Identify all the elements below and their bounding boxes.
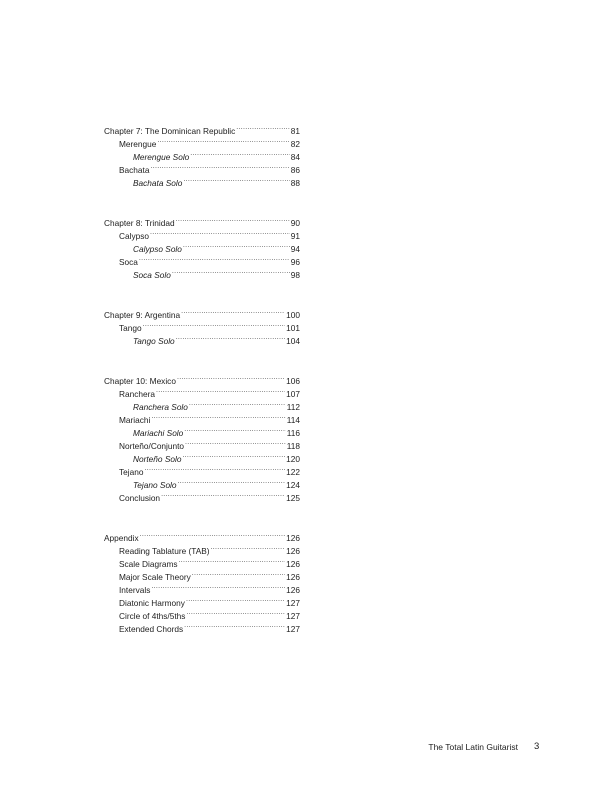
toc-entry-label: Merengue Solo [133, 152, 190, 162]
toc-dot-leader [181, 305, 285, 318]
toc-entry-label: Tango [119, 323, 142, 333]
toc-entry-label: Intervals [119, 585, 151, 595]
toc-entry-page: 127 [286, 624, 300, 634]
toc-entry-page: 106 [286, 376, 300, 386]
toc-entry-label: Norteño/Conjunto [119, 441, 185, 451]
toc-dot-leader [176, 213, 290, 226]
toc-dot-leader [185, 436, 286, 449]
toc-group [104, 528, 300, 632]
page-footer [0, 740, 612, 754]
toc-dot-leader [161, 488, 285, 501]
toc-group [104, 121, 300, 186]
toc-dot-leader [144, 462, 285, 475]
toc-chapter-entry [104, 213, 300, 226]
toc-dot-leader [156, 384, 285, 397]
toc-dot-leader [182, 449, 285, 462]
toc-entry-page: 120 [286, 454, 300, 464]
footer-book-title: The Total Latin Guitarist [428, 742, 518, 752]
toc-entry-page: 124 [286, 480, 300, 490]
toc-chapter-entry [104, 528, 300, 541]
toc-entry-page: 126 [286, 572, 300, 582]
toc-dot-leader [189, 397, 286, 410]
toc-chapter-entry [104, 371, 300, 384]
toc-entry-label: Chapter 8: Trinidad [104, 218, 175, 228]
toc-entry-page: 101 [286, 323, 300, 333]
toc-entry-label: Soca [119, 257, 138, 267]
toc-entry-page: 114 [286, 415, 300, 425]
toc-entry-label: Mariachi Solo [133, 428, 184, 438]
toc-entry-page: 112 [286, 402, 300, 412]
toc-entry-page: 116 [286, 428, 300, 438]
toc-entry-page: 94 [290, 244, 300, 254]
toc-entry-label: Mariachi [119, 415, 151, 425]
toc-entry-label: Major Scale Theory [119, 572, 191, 582]
toc-dot-leader [192, 567, 285, 580]
toc-entry-label: Diatonic Harmony [119, 598, 185, 608]
toc-entry-label: Calypso Solo [133, 244, 182, 254]
toc-entry-page: 90 [290, 218, 300, 228]
toc-dot-leader [150, 160, 289, 173]
toc-entry-page: 84 [290, 152, 300, 162]
toc-dot-leader [151, 410, 285, 423]
toc-entry-page: 126 [286, 585, 300, 595]
toc-entry-page: 104 [286, 336, 300, 346]
toc-entry-label: Reading Tablature (TAB) [119, 546, 210, 556]
toc-entry-page: 126 [286, 533, 300, 543]
toc-entry-page: 125 [286, 493, 300, 503]
toc-entry-page: 107 [286, 389, 300, 399]
toc-dot-leader [178, 475, 286, 488]
toc-entry-label: Tango Solo [133, 336, 175, 346]
toc-entry-label: Ranchera Solo [133, 402, 188, 412]
toc-entry-page: 91 [290, 231, 300, 241]
toc-entry-label: Norteño Solo [133, 454, 182, 464]
toc-entry-page: 122 [286, 467, 300, 477]
toc-entry-label: Calypso [119, 231, 149, 241]
toc-entry-page: 127 [286, 598, 300, 608]
toc-entry-page: 81 [290, 126, 300, 136]
toc-dot-leader [211, 541, 286, 554]
toc-dot-leader [140, 528, 286, 541]
toc-entry-label: Tejano [119, 467, 144, 477]
footer-page-number: 3 [534, 741, 540, 752]
toc-dot-leader [184, 619, 285, 632]
toc-entry-page: 82 [290, 139, 300, 149]
toc-group [104, 371, 300, 501]
toc-dot-leader [184, 423, 286, 436]
toc-entry-page: 96 [290, 257, 300, 267]
toc-entry-label: Circle of 4ths/5ths [119, 611, 186, 621]
toc-entry-label: Chapter 7: The Dominican Republic [104, 126, 236, 136]
toc-dot-leader [183, 239, 290, 252]
toc-dot-leader [179, 554, 286, 567]
toc-dot-leader [157, 134, 289, 147]
toc-entry-label: Conclusion [119, 493, 161, 503]
toc-chapter-entry [104, 121, 300, 134]
toc-dot-leader [143, 318, 286, 331]
toc-dot-leader [183, 173, 289, 186]
toc-entry-page: 86 [290, 165, 300, 175]
toc-entry-page: 127 [286, 611, 300, 621]
toc-entry-label: Scale Diagrams [119, 559, 178, 569]
toc-entry-label: Tejano Solo [133, 480, 177, 490]
toc-entry-page: 98 [290, 270, 300, 280]
toc-entry-label: Chapter 10: Mexico [104, 376, 176, 386]
toc-entry-label: Appendix [104, 533, 139, 543]
toc-dot-leader [176, 331, 285, 344]
toc-entry-label: Bachata Solo [133, 178, 183, 188]
toc-entry-label: Chapter 9: Argentina [104, 310, 181, 320]
toc-entry-page: 100 [286, 310, 300, 320]
table-of-contents [104, 121, 300, 659]
toc-entry-label: Ranchera [119, 389, 155, 399]
toc-entry-page: 88 [290, 178, 300, 188]
toc-dot-leader [177, 371, 285, 384]
toc-entry-label: Bachata [119, 165, 150, 175]
toc-dot-leader [172, 265, 290, 278]
toc-entry-page: 126 [286, 559, 300, 569]
toc-dot-leader [186, 593, 285, 606]
toc-entry-page: 126 [286, 546, 300, 556]
toc-group [104, 305, 300, 344]
toc-dot-leader [190, 147, 289, 160]
toc-group [104, 213, 300, 278]
toc-entry-label: Extended Chords [119, 624, 184, 634]
toc-chapter-entry [104, 305, 300, 318]
toc-entry-label: Soca Solo [133, 270, 171, 280]
toc-dot-leader [151, 580, 285, 593]
toc-entry-label: Merengue [119, 139, 157, 149]
toc-dot-leader [236, 121, 289, 134]
toc-dot-leader [150, 226, 290, 239]
toc-dot-leader [186, 606, 285, 619]
toc-entry-page: 118 [286, 441, 300, 451]
toc-dot-leader [139, 252, 290, 265]
